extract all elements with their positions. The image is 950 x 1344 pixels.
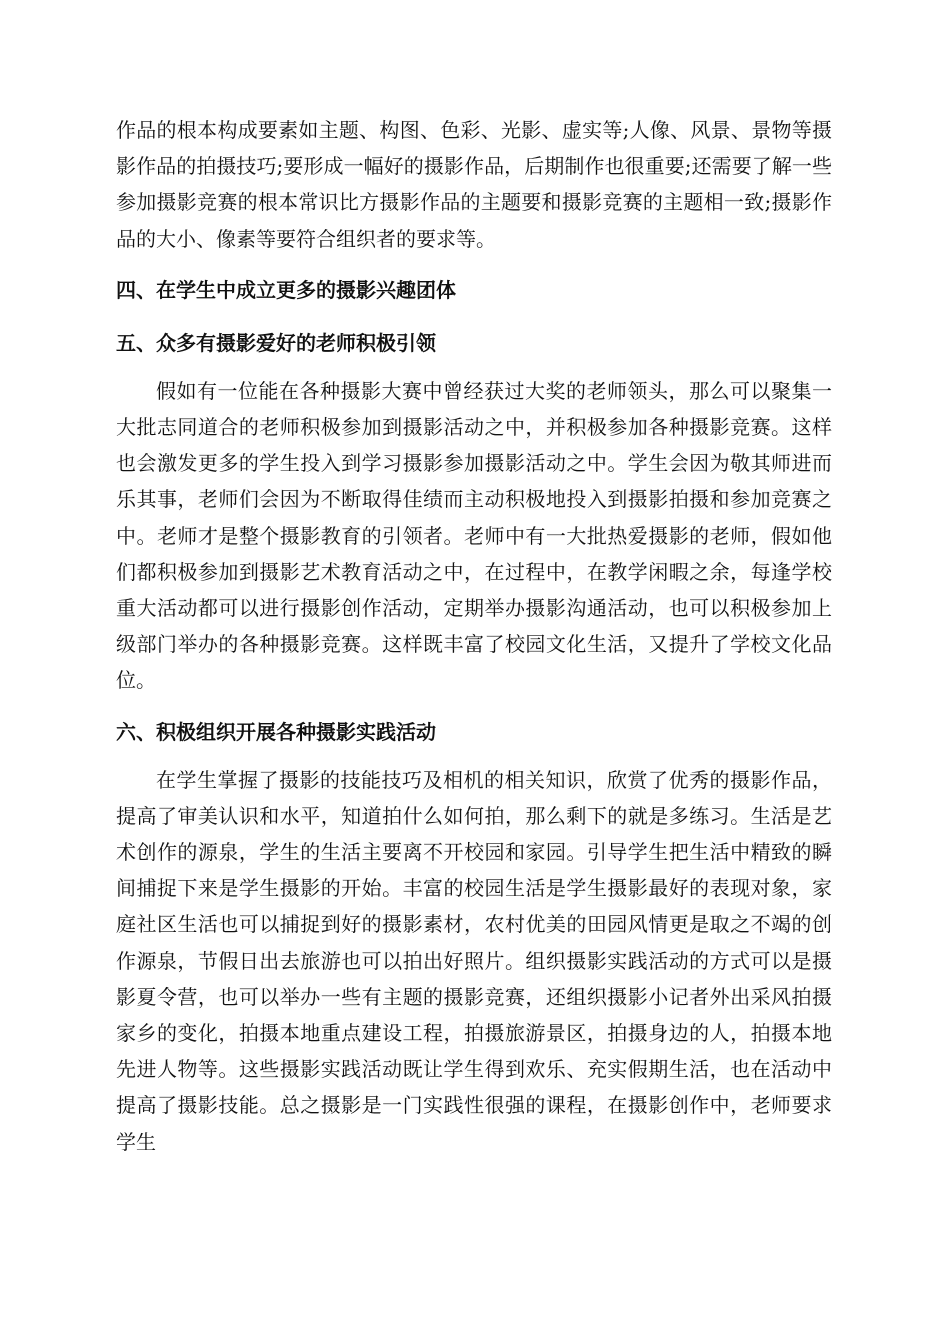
section-5-paragraph: 假如有一位能在各种摄影大赛中曾经获过大奖的老师领头，那么可以聚集一大批志同道合的老师积极参加到摄影活动之中，并积极参加各种摄影竞赛。这样也会激发更多的学生投入到学习摄影参加摄影活动之中。学生会因为敬其师进而乐其事，老师们会因为不断取得佳绩而主动积极地投入到摄影拍摄和参加竞赛之中。老师才是整个摄影教育的引领者。老师中有一大批热爱摄影的老师，假如他们都积极参加到摄影艺术教育活动之中，在过程中，在教学闲暇之余，每逢学校重大活动都可以进行摄影创作活动，定期举办摄影沟通活动，也可以积极参加上级部门举办的各种摄影竞赛。这样既丰富了校园文化生活，又提升了学校文化品位。 [116,378,832,693]
spacer [116,306,832,327]
spacer [116,359,832,373]
intro-paragraph: 作品的根本构成要素如主题、构图、色彩、光影、虚实等;人像、风景、景物等摄影作品的拍摄技巧;要形成一幅好的摄影作品，后期制作也很重要;还需要了解一些参加摄影竞赛的根本常识比方摄影作品的主题要和摄影竞赛的主题相一致;摄影作品的大小、像素等要符合组织者的要求等。 [116,118,832,251]
spacer [116,699,832,716]
section-heading-6: 六、积极组织开展各种摄影实践活动 [116,719,436,744]
spacer [116,257,832,274]
section-heading-5: 五、众多有摄影爱好的老师积极引领 [116,330,436,355]
document-page [116,112,832,1160]
spacer [116,748,832,762]
section-6-paragraph: 在学生掌握了摄影的技能技巧及相机的相关知识，欣赏了优秀的摄影作品，提高了审美认识和水平，知道拍什么如何拍，那么剩下的就是多练习。生活是艺术创作的源泉，学生的生活主要离不开校园和家园。引导学生把生活中精致的瞬间捕捉下来是学生摄影的开始。丰富的校园生活是学生摄影最好的表现对象，家庭社区生活也可以捕捉到好的摄影素材，农村优美的田园风情更是取之不竭的创作源泉，节假日出去旅游也可以拍出好照片。组织摄影实践活动的方式可以是摄影夏令营，也可以举办一些有主题的摄影竞赛，还组织摄影小记者外出采风拍摄家乡的变化，拍摄本地重点建设工程，拍摄旅游景区，拍摄身边的人，拍摄本地先进人物等。这些摄影实践活动既让学生得到欢乐、充实假期生活，也在活动中提高了摄影技能。总之摄影是一门实践性很强的课程，在摄影创作中，老师要求学生 [116,767,832,1154]
section-heading-4: 四、在学生中成立更多的摄影兴趣团体 [116,277,456,302]
